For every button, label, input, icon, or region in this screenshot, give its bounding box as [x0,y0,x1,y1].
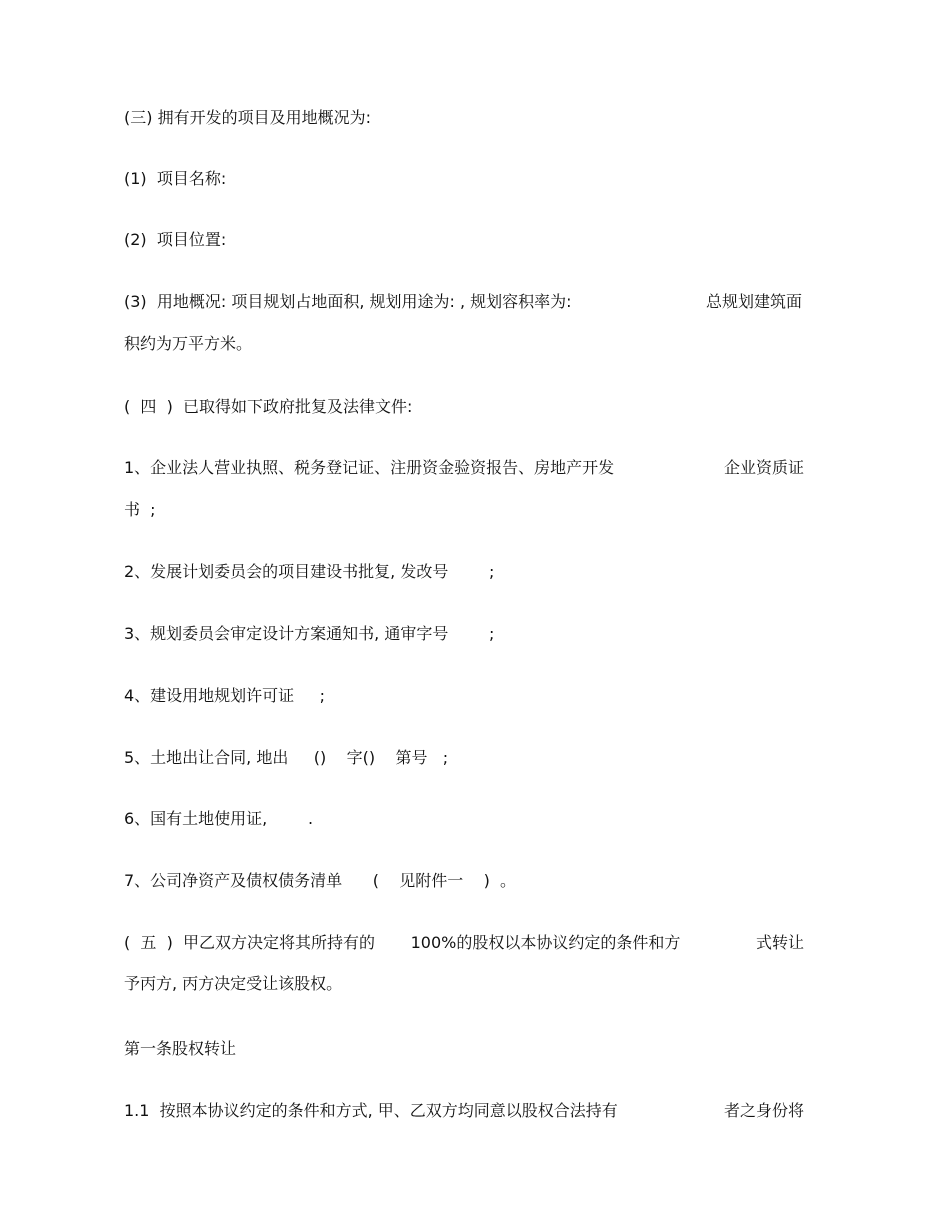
document-item-5: 5、土地出让合同, 地出 () 字() 第号 ; [124,748,449,767]
section-five-line: ( 五 ) 甲乙双方决定将其所持有的 100%的股权以本协议约定的条件和方 [124,933,681,952]
land-overview-line: (3) 用地概况: 项目规划占地面积, 规划用途为: , 规划容积率为: [124,292,572,311]
document-item-6: 6、国有土地使用证, . [124,809,314,828]
document-item-3: 3、规划委员会审定设计方案通知书, 通审字号 ; [124,624,495,643]
document-item-7: 7、公司净资产及债权债务清单 ( 见附件一 ) 。 [124,871,517,890]
document-item-4: 4、建设用地规划许可证 ; [124,686,326,705]
land-overview-line-right: 总规划建筑面 [706,292,803,311]
clause-1-1-line: 1.1 按照本协议约定的条件和方式, 甲、乙双方均同意以股权合法持有 [124,1101,618,1120]
section-five-line-right: 式转让 [756,933,805,952]
document-item-1: 1、企业法人营业执照、税务登记证、注册资金验资报告、房地产开发 [124,458,615,477]
project-name-line: (1) 项目名称: [124,169,227,188]
section-five-continuation: 予丙方, 丙方决定受让该股权。 [124,974,343,993]
land-overview-continuation: 积约为万平方米。 [124,334,253,353]
clause-1-1-line-right: 者之身份将 [724,1101,805,1120]
article-one-heading: 第一条股权转让 [124,1039,237,1058]
section-three-heading: (三) 拥有开发的项目及用地概况为: [124,108,371,127]
document-item-2: 2、发展计划委员会的项目建设书批复, 发改号 ; [124,562,495,581]
document-item-1-right: 企业资质证 [724,458,805,477]
section-four-heading: ( 四 ) 已取得如下政府批复及法律文件: [124,397,413,416]
project-location-line: (2) 项目位置: [124,230,227,249]
document-item-1-continuation: 书 ; [124,500,156,519]
